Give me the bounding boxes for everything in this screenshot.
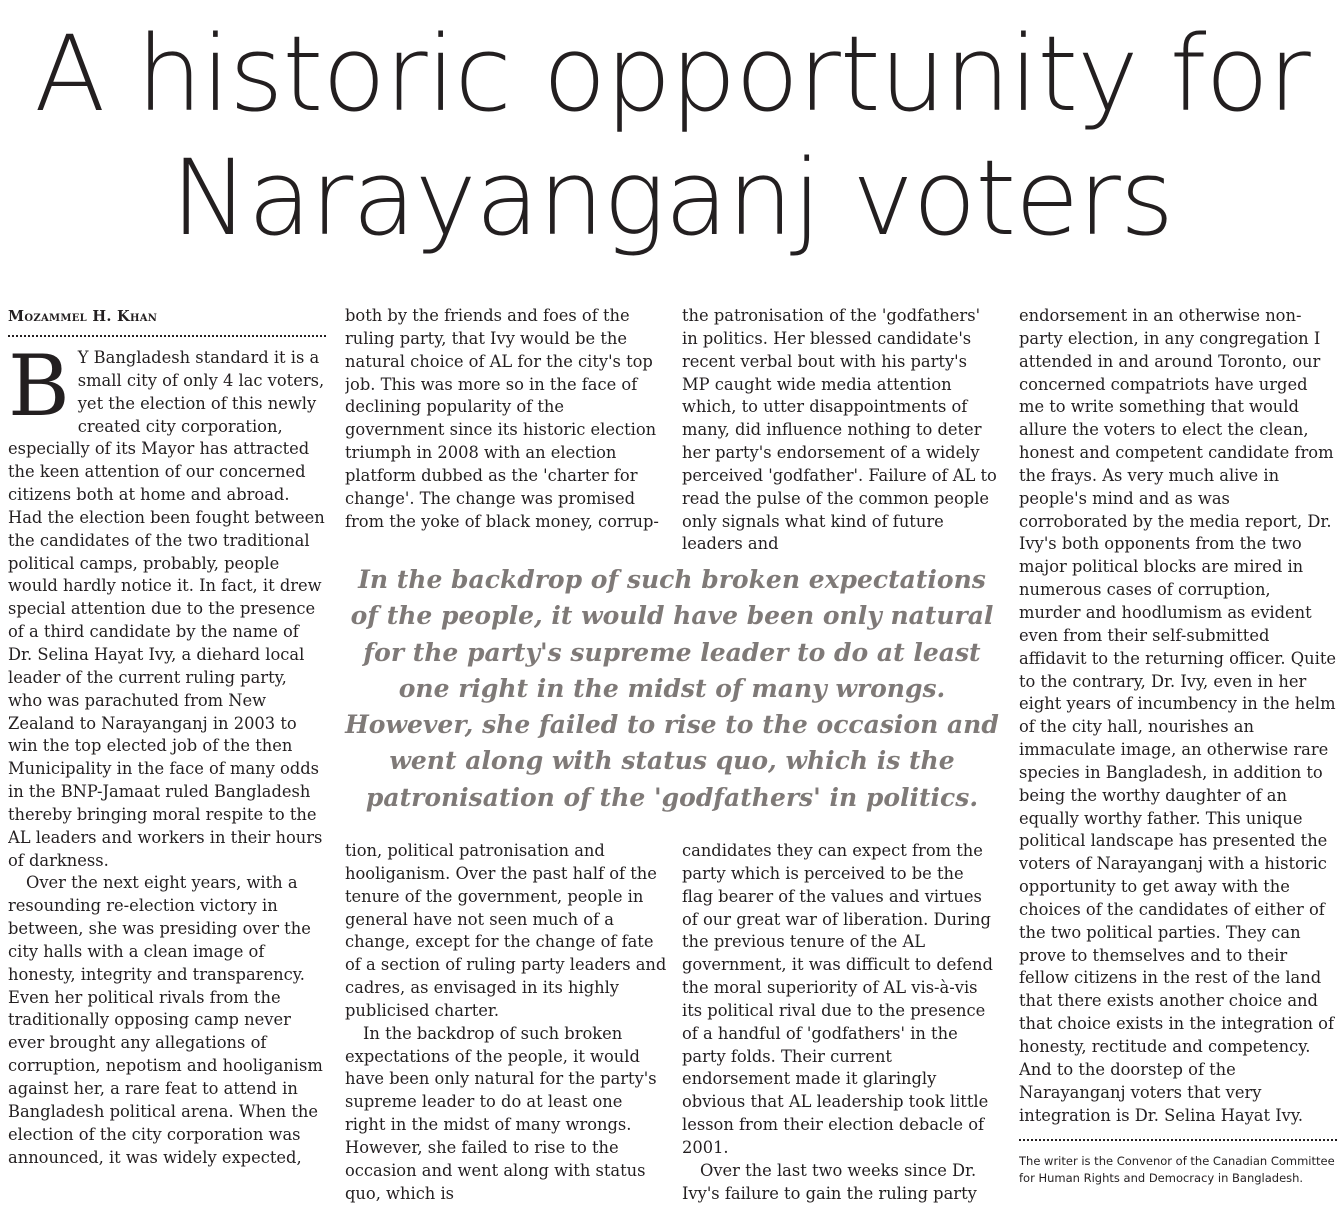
paragraph-4-end: candidates they can expect from the party which is perceived to be the flag bearer of the values and virtues of our great war of liberation. During the previous tenure of the AL government, it was difficult to defend the moral superiority of AL vis-à-vis its political rival due to the presence of a handful of 'godfathers' in the party folds. Their current endorsement made it glaringly obvious that AL leadership took little lesson from their election debacle of 2001. (682, 841, 993, 1157)
paragraph-4-continued: the patronisation of the 'godfathers' in politics. Her blessed candidate's recent verbal bout with his party's MP caught wide media attention which, to utter disappointments of many, did influence nothing to deter her party's endorsement of a widely perceived 'godfather'. Failure of AL to read the pulse of the common people only signals what kind of future leaders and (682, 306, 997, 554)
paragraph-3-end: tion, political patronisation and hooliganism. Over the past half of the tenure of the government, people in general have not seen much of a change, except for the change of fate of a section of ruling party leaders and cadres, as envisaged in its highly publicised charter. (345, 841, 667, 1020)
headline-line-1: A historic opportunity for (34, 13, 1310, 135)
bio-divider (1019, 1139, 1337, 1141)
article-column-2-top (345, 305, 667, 533)
paragraph-2: Over the next eight years, with a resounding re-election victory in between, she was presiding over the city halls with a clean image of honesty, integrity and transparency. Even her political rivals from the traditionally opposing camp never ever brought any allegations of corruption, nepotism and hooliganism against her, a rare feat to attend in Bangladesh political arena. When the election of the city corporation was announced, it was widely expected, (8, 873, 323, 1167)
pull-quote: In the backdrop of such broken expectations of the people, it would have been only natural for the party's supreme leader to do at least one right in the midst of many wrongs. However, she failed to rise to the occasion and went along with status quo, which is the patronisation of the 'godfathers' in politics. (345, 565, 999, 812)
author-bio: The writer is the Convenor of the Canadian Committee for Human Rights and Democracy in Bangladesh. (1019, 1154, 1335, 1185)
paragraph-3-start: both by the friends and foes of the ruling party, that Ivy would be the natural choice of AL for the city's top job. This was more so in the face of declining popularity of the government since its historic election triumph in 2008 with an election platform dubbed as the 'charter for change'. The change was promised from the yoke of black money, corrup- (345, 306, 659, 531)
lead-paragraph (8, 337, 326, 872)
byline: Mozammel H. Khan (8, 308, 158, 325)
lead-paragraph-text: Y Bangladesh standard it is a small city of only 4 lac voters, yet the election of this newly created city corporation, especially of its Mayor has attracted the keen attention of our concerned citizens both at home and abroad. Had the election been fought between the candidates of the two traditional political camps, probably, people would hardly notice it. In fact, it drew special attention due to the presence of a third candidate by the name of Dr. Selina Hayat Ivy, a diehard local leader of the current ruling party, who was parachuted from New Zealand to Narayanganj in 2003 to win the top elected job of the then Municipality in the face of many odds in the BNP-Jamaat ruled Bangladesh thereby bringing moral respite to the AL leaders and workers in their hours of darkness. (8, 348, 325, 870)
drop-cap: B (8, 337, 70, 435)
paragraph-5-continued: endorsement in an otherwise non-party election, in any congregation I attended in and around Toronto, our concerned compatriots have urged me to write something that would allure the voters to elect the clean, honest and competent candidate from the frays. As very much alive in people's mind and as was corroborated by the media report, Dr. Ivy's both opponents from the two major political blocks are mired in numerous cases of corruption, murder and hoodlumism as evident even from their self-submitted affidavit to the returning officer. Quite to the contrary, Dr. Ivy, even in her eight years of incumbency in the helm of the city hall, nourishes an immaculate image, an otherwise rare species in Bangladesh, in addition to being the worthy daughter of an equally worthy father. This unique political landscape has presented the voters of Narayanganj with a historic opportunity to get away with the choices of the candidates of either of the two political parties. They can prove to themselves and to their fellow citizens in the rest of the land that there exists another choice and that choice exists in the integration of honesty, rectitude and competency. And to the doorstep of the Narayanganj voters that very integration is Dr. Selina Hayat Ivy. (1019, 306, 1336, 1125)
article-column-3-top (682, 305, 998, 556)
headline-line-2: Narayanganj voters (170, 137, 1174, 259)
paragraph-4: In the backdrop of such broken expectations of the people, it would have been only natural for the party's supreme leader to do at least one right in the midst of many wrongs. However, she failed to rise to the occasion and went along with status quo, which is (345, 1023, 657, 1203)
article-column-3-bottom (682, 840, 998, 1206)
article-column-1 (8, 305, 326, 1169)
headline (0, 12, 1344, 260)
paragraph-5: Over the last two weeks since Dr. Ivy's failure to gain the ruling party (682, 1160, 977, 1203)
article-column-4 (1019, 305, 1337, 1186)
article-column-2-bottom (345, 840, 667, 1206)
